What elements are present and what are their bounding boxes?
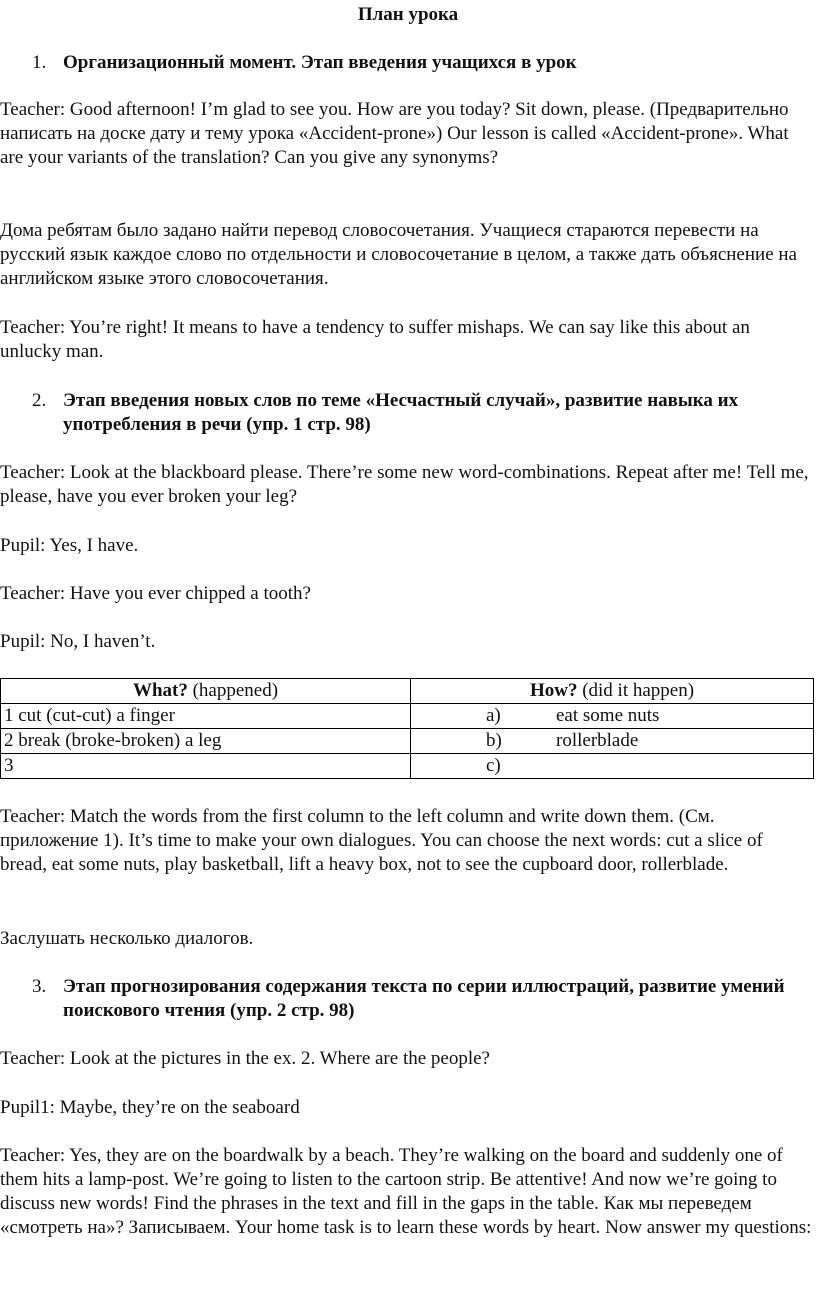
paragraph-homework-note: Дома ребятам было задано найти перевод словосочетания. Учащиеся стараются перевести на русский язык каждое слово по отдельности и словосочетание в целом, а также дать объяснение на английском языке этого словосочетания. — [0, 220, 797, 289]
paragraph-teacher-right: Teacher: You’re right! It means to have a tendency to suffer mishaps. We can say like this about an unlucky man. — [0, 317, 750, 362]
table-header-how: How? (did it happen) — [411, 679, 814, 704]
paragraph-pupil-seaboard: Pupil1: Maybe, they’re on the seaboard — [0, 1097, 300, 1118]
page-title: План урока — [357, 4, 459, 25]
section-title: Организационный момент. Этап введения учащихся в урок — [63, 52, 577, 73]
vocabulary-table — [0, 678, 814, 779]
paragraph-look-pictures: Teacher: Look at the pictures in the ex. 2. Where are the people? — [0, 1048, 490, 1069]
section-title: Этап прогнозирования содержания текста по серии иллюстраций, развитие умений поискового чтения (упр. 2 стр. 98) — [63, 976, 785, 1021]
table-cell-what: 2 break (broke-broken) a leg — [1, 729, 411, 754]
paragraph-blackboard: Teacher: Look at the blackboard please. There’re some new word-combinations. Repeat after me! Tell me, please, have you ever broken your leg? — [0, 462, 809, 507]
paragraph-boardwalk: Teacher: Yes, they are on the boardwalk by a beach. They’re walking on the board and suddenly one of them hits a lamp-post. We’re going to listen to the cartoon strip. Be attentive! And now we’re going to discuss new words! Find the phrases in the text and fill in the gaps in the table. Как мы переведем «смотреть на»? Записываем. Your home task is to learn these words by heart. Now answer my questions: — [0, 1145, 812, 1238]
section-title: Этап введения новых слов по теме «Несчастный случай», развитие навыка их употребления в речи (упр. 1 стр. 98) — [63, 390, 739, 435]
section-number: 1. — [32, 52, 47, 73]
paragraph-pupil-yes: Pupil: Yes, I have. — [0, 535, 139, 556]
paragraph-pupil-no: Pupil: No, I haven’t. — [0, 631, 156, 652]
table-cell-what: 1 cut (cut-cut) a finger — [1, 704, 411, 729]
paragraph-match-words: Teacher: Match the words from the first column to the left column and write down them. (См. приложение 1). It’s time to make your own dialogues. You can choose the next words: cut a slice of bread, eat some nuts, play basketball, lift a heavy box, not to see the cupboard door, rollerblade. — [0, 806, 763, 875]
paragraph-teacher-greeting: Teacher: Good afternoon! I’m glad to see you. How are you today? Sit down, please. (Предварительно написать на доске дату и тему урока «Accident-prone») Our lesson is called «Accident-prone». What are your variants of the translation? Can you give any synonyms? — [0, 99, 789, 168]
section-number: 2. — [32, 390, 47, 411]
section-3-heading — [0, 975, 810, 1023]
table-cell-how: b) rollerblade — [411, 729, 814, 754]
section-2-heading — [0, 389, 810, 437]
table-header-what: What? (happened) — [1, 679, 411, 704]
table-cell-how: a) eat some nuts — [411, 704, 814, 729]
section-number: 3. — [32, 976, 47, 997]
paragraph-listen-dialogues: Заслушать несколько диалогов. — [0, 928, 254, 949]
table-cell-how: c) — [411, 754, 814, 779]
table-cell-what: 3 — [1, 754, 411, 779]
table-row — [1, 754, 814, 779]
table-row — [1, 729, 814, 754]
table-row — [1, 704, 814, 729]
table-header-row — [1, 679, 814, 704]
paragraph-chipped-tooth: Teacher: Have you ever chipped a tooth? — [0, 583, 311, 604]
